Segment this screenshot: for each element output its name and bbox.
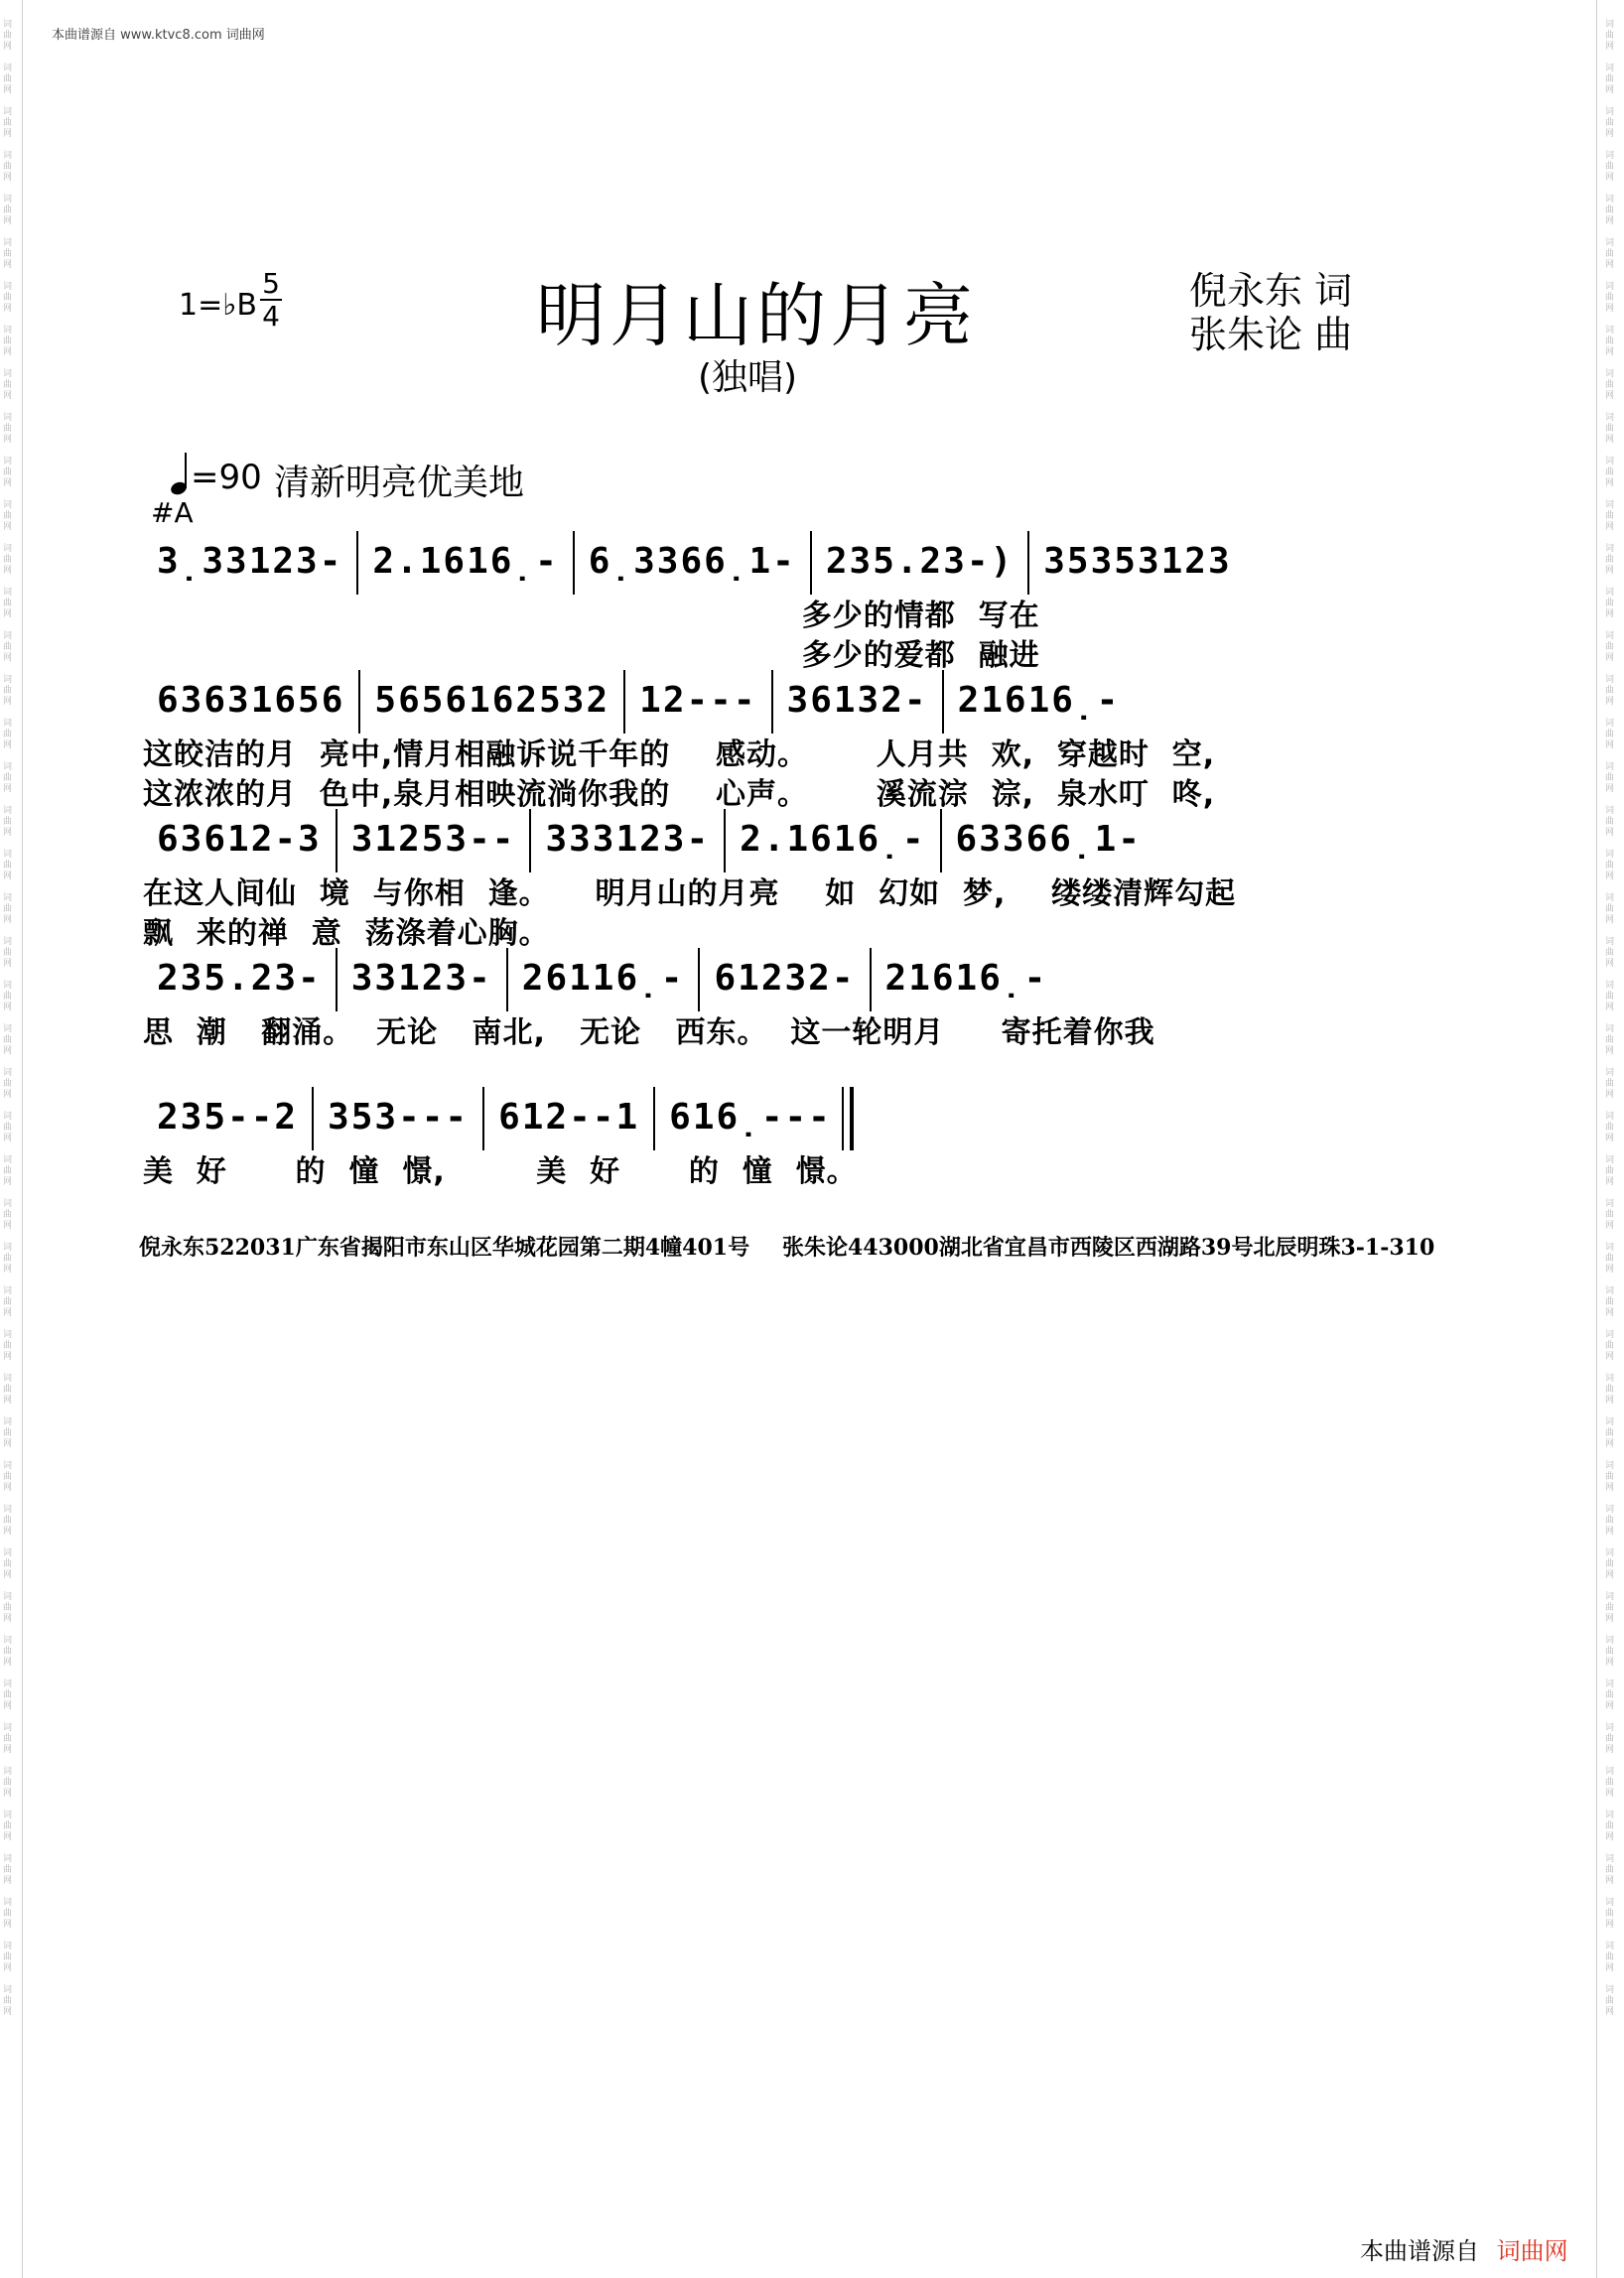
measure [771, 670, 942, 734]
measure-notes: 35353123 [1043, 541, 1232, 582]
tempo-value: =90 [191, 458, 262, 497]
measure [653, 1087, 854, 1150]
song-title: 明月山的月亮 [536, 275, 977, 356]
right-margin-rule [1596, 0, 1597, 2278]
measure-notes: 235--2 [157, 1097, 299, 1138]
measure-notes: 235.23- [157, 958, 322, 999]
measure-notes: 21616̣- [884, 958, 1048, 999]
staff-row [143, 948, 1061, 1011]
tempo-marking [171, 455, 262, 497]
measure [623, 670, 770, 734]
measure [143, 670, 358, 734]
measure [698, 948, 869, 1011]
measure-notes: 5656162532 [374, 680, 610, 721]
composer-address: 张朱论443000湖北省宜昌市西陵区西湖路39号北辰明珠3-1-310 [782, 1235, 1435, 1261]
measure [358, 670, 623, 734]
measure-notes: 333123- [545, 819, 711, 860]
song-subtitle: (独唱) [698, 357, 798, 398]
time-denominator: 4 [262, 300, 280, 333]
measure-notes: 31253-- [350, 819, 516, 860]
key-signature: 1=♭B [179, 288, 257, 323]
footer-brand [1360, 2231, 1568, 2266]
lyricist-credit: 倪永东 词 [1189, 269, 1353, 313]
measure [870, 948, 1062, 1011]
staff-row [143, 531, 1246, 595]
lyricist-address: 倪永东522031广东省揭阳市东山区华城花园第二期4幢401号 [139, 1235, 750, 1261]
site-name: 本曲谱源自 [52, 28, 117, 43]
measure [312, 1087, 482, 1150]
lyric-line: 美 好 的 憧 憬, 美 好 的 憧 憬。 [143, 1154, 858, 1189]
lyric-line: 飘 来的禅 意 荡涤着心胸。 [143, 916, 550, 951]
expression-marking: 清新明亮优美地 [274, 463, 525, 503]
brand-text: 本曲谱源自 [1360, 2237, 1479, 2265]
measure-notes: 26116̣- [521, 958, 685, 999]
measure [482, 1087, 653, 1150]
time-signature [260, 268, 282, 332]
quarter-note-icon [171, 455, 191, 494]
measure [143, 809, 336, 872]
time-numerator: 5 [262, 267, 280, 300]
measure-notes: 2.1616̣- [740, 819, 926, 860]
watermark-left: 词 曲 网 词 曲 网 词 曲 网 词 曲 网 词 曲 网 词 曲 网 词 曲 网 词 曲 网 词 曲 网 词 曲 网 词 曲 网 词 曲 网 词 曲 网 词 曲 网 词 曲 网 词 曲 网 词 曲 网 词 曲 网 词 曲 网 词 曲 网 词 曲 网 词 曲 网 词 曲 网 词 曲 网 词 曲 网 词 曲 网 词 曲 网 词 曲 网 词 曲 网 词 曲 网 词 曲 网 词 曲 网 词 曲 网 词 曲 网 词 曲 网 词 曲 网 词 曲 网 词 曲 网 词 曲 网 词 曲 网 词 曲 网 词 曲 网 词 曲 网 词 曲 网 词 曲 网 词 曲 网 [3, 20, 13, 2017]
composer-credit: 张朱论 曲 [1189, 313, 1353, 356]
lyric-line: 思 潮 翻涌。 无论 南北, 无论 西东。 这一轮明月 寄托着你我 [143, 1015, 1155, 1050]
site-header [52, 24, 265, 43]
measure [336, 948, 506, 1011]
measure-notes: 6̣3366̣1- [588, 541, 796, 582]
brand-accent[interactable]: 词曲网 [1496, 2237, 1568, 2265]
measure-notes: 61232- [714, 958, 856, 999]
watermark-right: 词 曲 网 词 曲 网 词 曲 网 词 曲 网 词 曲 网 词 曲 网 词 曲 网 词 曲 网 词 曲 网 词 曲 网 词 曲 网 词 曲 网 词 曲 网 词 曲 网 词 曲 网 词 曲 网 词 曲 网 词 曲 网 词 曲 网 词 曲 网 词 曲 网 词 曲 网 词 曲 网 词 曲 网 词 曲 网 词 曲 网 词 曲 网 词 曲 网 词 曲 网 词 曲 网 词 曲 网 词 曲 网 词 曲 网 词 曲 网 词 曲 网 词 曲 网 词 曲 网 词 曲 网 词 曲 网 词 曲 网 词 曲 网 词 曲 网 词 曲 网 词 曲 网 词 曲 网 词 曲 网 [1605, 20, 1615, 2017]
measure-notes: 353--- [328, 1097, 470, 1138]
measure [942, 670, 1135, 734]
measure [506, 948, 699, 1011]
lyric-line: 多少的情都 写在 [143, 599, 1040, 633]
measure [143, 948, 336, 1011]
lyric-line: 这皎洁的月 亮中,情月相融诉说千年的 感动。 人月共 欢, 穿越时 空, [143, 737, 1216, 772]
left-margin-rule [22, 0, 23, 2278]
measure-notes: 3̣33123- [157, 541, 343, 582]
measure [143, 531, 356, 595]
measure [724, 809, 939, 872]
staff-row [143, 670, 1134, 734]
measure [810, 531, 1027, 595]
measure-notes: 36132- [786, 680, 928, 721]
measure-notes: 33123- [350, 958, 492, 999]
measure [1027, 531, 1245, 595]
lyric-line: 在这人间仙 境 与你相 逢。 明月山的月亮 如 幻如 梦, 缕缕清辉勾起 [143, 876, 1237, 911]
staff-row [143, 809, 1155, 872]
measure [356, 531, 572, 595]
measure-notes: 63631656 [157, 680, 345, 721]
measure-notes: 12--- [639, 680, 757, 721]
measure-notes: 235.23-) [825, 541, 1015, 582]
measure-notes: 616̣--- [669, 1097, 832, 1138]
measure-notes: 63612-3 [157, 819, 322, 860]
measure-notes: 21616̣- [957, 680, 1121, 721]
lyric-line: 多少的爱都 融进 [143, 638, 1040, 673]
measure [336, 809, 530, 872]
site-url[interactable]: www.ktvc8.com [120, 28, 222, 43]
measure-notes: 2.1616̣- [372, 541, 559, 582]
section-mark: #A [151, 496, 194, 529]
measure [940, 809, 1155, 872]
measure-notes: 612--1 [498, 1097, 640, 1138]
measure [573, 531, 810, 595]
site-tag: 词曲网 [225, 28, 265, 43]
measure [143, 1087, 312, 1150]
measure [529, 809, 724, 872]
staff-row [143, 1087, 854, 1150]
measure-notes: 63366̣1- [955, 819, 1142, 860]
lyric-line: 这浓浓的月 色中,泉月相映流淌你我的 心声。 溪流淙 淙, 泉水叮 咚, [143, 777, 1216, 812]
